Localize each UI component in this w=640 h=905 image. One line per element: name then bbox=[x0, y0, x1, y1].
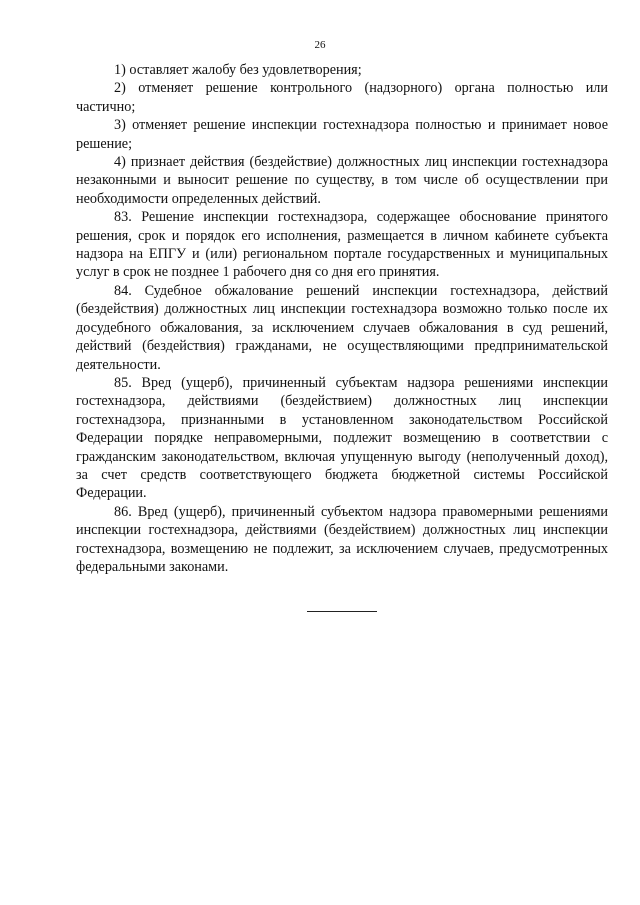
document-body bbox=[76, 61, 608, 576]
page-number: 26 bbox=[314, 39, 326, 51]
paragraph-84: 84. Судебное обжалование решений инспекции гостехнадзора, действий (бездействия) должностных лиц инспекции гостехнадзора возможно только после их досудебного обжалования, за исключением случаев обжалования в суд решений, действий (бездействия) гражданами, не осуществляющими предпринимательской деятельности. bbox=[76, 282, 608, 373]
end-divider-line bbox=[307, 611, 377, 612]
paragraph-item-1: 1) оставляет жалобу без удовлетворения; bbox=[114, 62, 362, 78]
paragraph-item-4: 4) признает действия (бездействие) должностных лиц инспекции гостехнадзора незаконными и выносит решение по существу, в том числе об осуществлении при необходимости определенных действий. bbox=[76, 154, 608, 207]
paragraph-86: 86. Вред (ущерб), причиненный субъектом надзора правомерными решениями инспекции гостехнадзора, действиями (бездействием) должностных лиц инспекции гостехнадзора, возмещению не подлежит, за исключением случаев, предусмотренных федеральными законами. bbox=[76, 503, 608, 575]
paragraph-85: 85. Вред (ущерб), причиненный субъектам надзора решениями инспекции гостехнадзора, действиями (бездействием) должностных лиц инспекции гостехнадзора, признанными в установленном законодательством Российской Федерации порядке неправомерными, подлежит возмещению в соответствии с гражданским законодательством, включая упущенную выгоду (неполученный доход), за счет средств соответствующего бюджета бюджетной системы Российской Федерации. bbox=[76, 374, 608, 502]
paragraph-item-2: 2) отменяет решение контрольного (надзорного) органа полностью или частично; bbox=[76, 80, 608, 115]
paragraph-83: 83. Решение инспекции гостехнадзора, содержащее обоснование принятого решения, срок и порядок его исполнения, размещается в личном кабинете субъекта надзора на ЕПГУ и (или) региональном портале государственных и муниципальных услуг в срок не позднее 1 рабочего дня со дня его принятия. bbox=[76, 209, 608, 281]
paragraph-item-3: 3) отменяет решение инспекции гостехнадзора полностью и принимает новое решение; bbox=[76, 117, 608, 152]
